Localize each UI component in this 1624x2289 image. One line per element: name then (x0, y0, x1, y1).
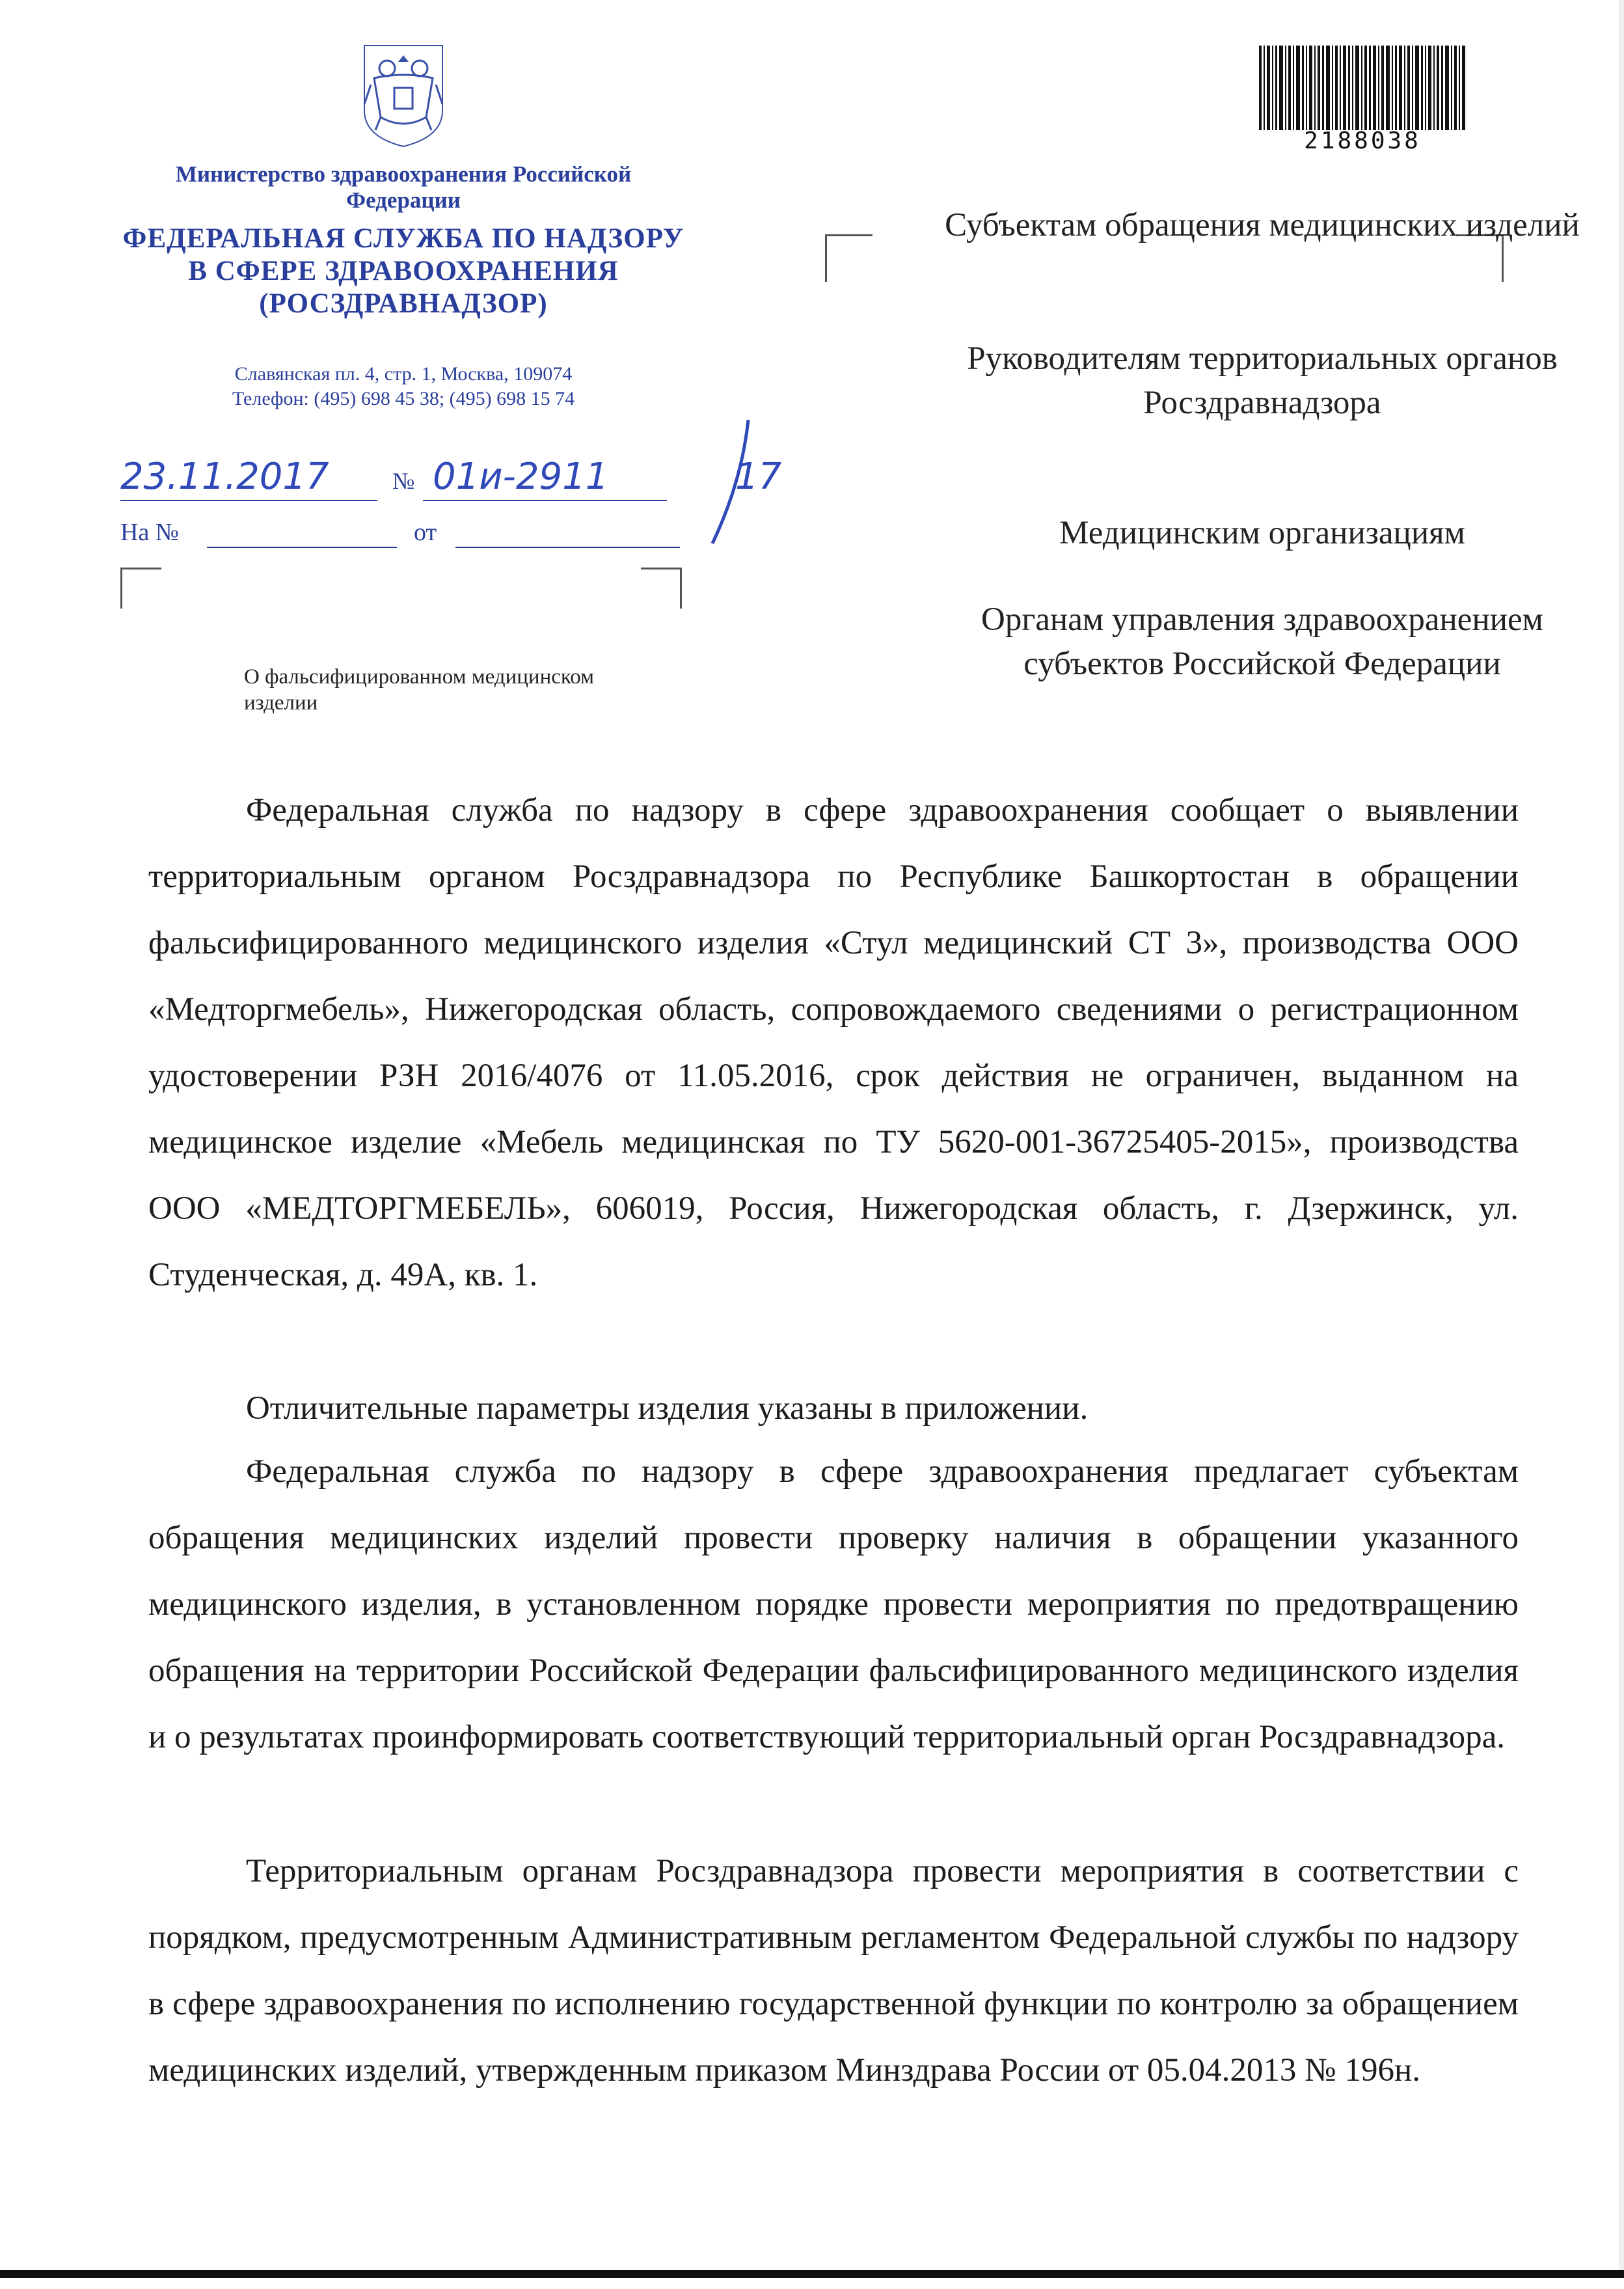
body-paragraph-1: Федеральная служба по надзору в сфере здравоохранения сообщает о выявлении территориальным органом Росздравнадзора по Республике Башкортостан в обращении фальсифицированного медицинского изделия «Стул медицинский СТ 3», производства ООО «Медторгмебель», Нижегородская область, сопровождаемого сведениями о регистрационном удостоверении РЗН 2016/4076 от 11.05.2016, срок действия не ограничен, выданном на медицинское изделие «Мебель медицинская по ТУ 5620-001-36725405-2015», производства ООО «МЕДТОРГМЕБЕЛЬ», 606019, Россия, Нижегородская область, г. Дзержинск, ул. Студенческая, д. 49А, кв. 1. (148, 792, 1519, 1293)
agency-address (117, 362, 690, 411)
registration-number: 01и-2911 (433, 456, 609, 498)
agency-line-2: В СФЕРЕ ЗДРАВООХРАНЕНИЯ (188, 256, 619, 286)
addressee-4: Органам управления здравоохранением субъектов Российской Федерации (981, 601, 1543, 682)
ministry-name: Министерство здравоохранения Российской Федерации (175, 161, 632, 213)
registration-date: 23.11.2017 (120, 456, 329, 498)
number-label: № (392, 468, 415, 494)
date-underline (120, 500, 377, 501)
body-paragraph-3: Федеральная служба по надзору в сфере здравоохранения предлагает субъектам обращения медицинских изделий провести проверку наличия в обращении указанного медицинского изделия, в установленном порядке провести мероприятия по предотвращению обращения на территории Российской Федерации фальсифицированного медицинского изделия и о результатах проинформировать соответствующий территориальный орган Росздравнадзора. (148, 1453, 1519, 1755)
addressee-3: Медицинским организациям (1059, 515, 1465, 551)
corner-mark-top-left (120, 568, 161, 609)
reply-to-date-blank (455, 547, 680, 548)
body-paragraph-4: Территориальным органам Росздравнадзора провести мероприятия в соответствии с порядком, предусмотренным Административным регламентом Федеральной службы по надзору в сфере здравоохранения по исполнению государственной функции по контролю за обращением медицинских изделий, утвержденным приказом Минздрава России от 05.04.2013 № 196н. (148, 1853, 1519, 2089)
reply-to-number-blank (207, 547, 397, 548)
agency-line-3: (РОСЗДРАВНАДЗОР) (259, 288, 548, 319)
agency-name (117, 223, 690, 320)
coat-of-arms-emblem (351, 33, 455, 150)
reply-to-date-label: от (414, 519, 437, 546)
page-edge-bottom (0, 2270, 1624, 2278)
agency-line-1: ФЕДЕРАЛЬНАЯ СЛУЖБА ПО НАДЗОРУ (122, 223, 684, 254)
number-underline (423, 500, 667, 501)
registration-year-suffix: 17 (735, 456, 782, 498)
body-paragraph-2: Отличительные параметры изделия указаны в приложении. (246, 1390, 1089, 1427)
addressee-2: Руководителям территориальных органов Росздравнадзора (967, 340, 1558, 421)
letter-subject: О фальсифицированном медицинском изделии (244, 665, 594, 715)
barcode-number: 2188038 (1304, 128, 1421, 154)
address-line: Славянская пл. 4, стр. 1, Москва, 109074 (234, 363, 573, 385)
page-edge-right (1619, 0, 1624, 2278)
phone-line: Телефон: (495) 698 45 38; (495) 698 15 74 (232, 388, 575, 409)
barcode (1259, 46, 1466, 130)
reply-to-number-label: На № (120, 519, 180, 546)
corner-mark-top-right (641, 568, 682, 609)
address-corner-left (825, 234, 873, 282)
addressee-1: Субъектам обращения медицинских изделий (945, 207, 1580, 243)
